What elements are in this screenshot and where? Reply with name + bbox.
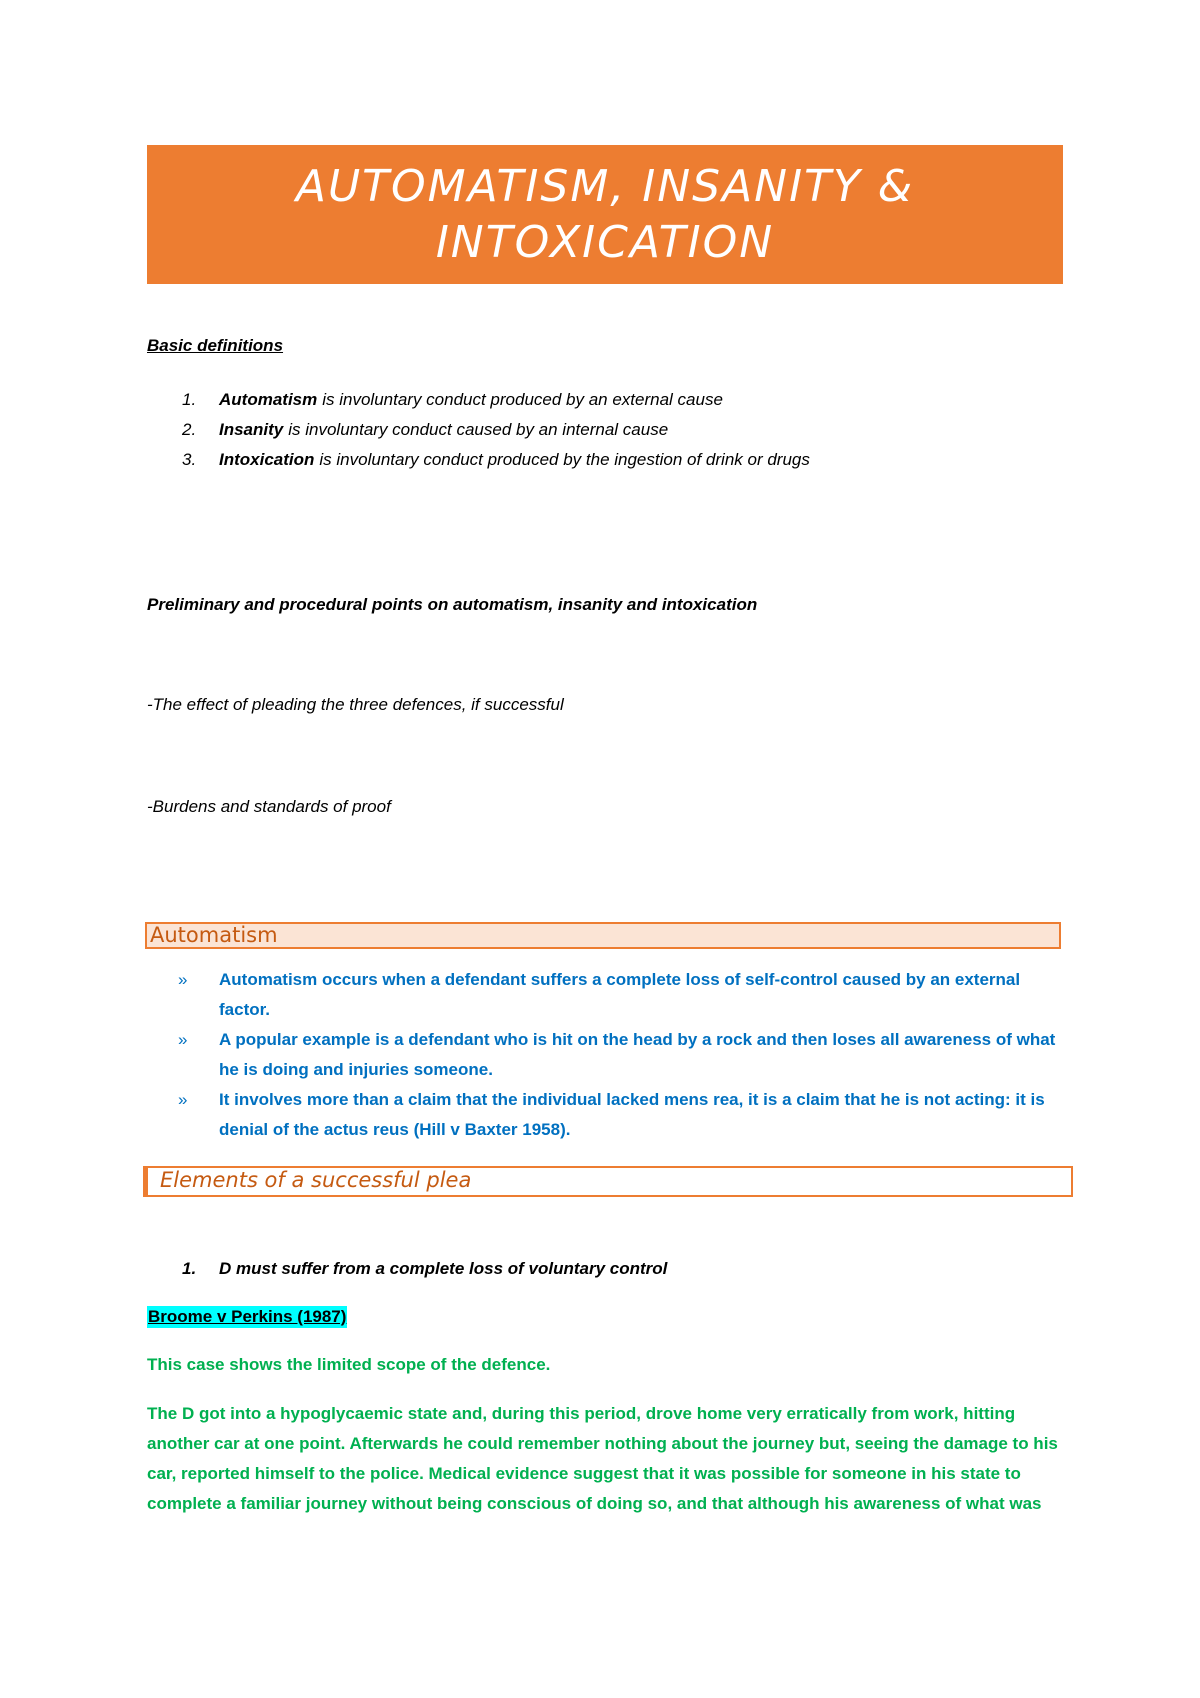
bullet-text: A popular example is a defendant who is hit on the head by a rock and then loses all awareness of what he is doing and injuries someone. (219, 1030, 1056, 1079)
element-text: D must suffer from a complete loss of voluntary control (219, 1259, 668, 1278)
bullet-item (147, 965, 1067, 1025)
automatism-bullets (147, 965, 1067, 1145)
preliminary-heading: Preliminary and procedural points on automatism, insanity and intoxication (147, 595, 758, 614)
definition-item (147, 415, 1067, 445)
automatism-heading: Automatism (150, 923, 278, 947)
title-line-1: AUTOMATISM, INSANITY & (295, 160, 915, 212)
case-paragraph: This case shows the limited scope of the defence. (147, 1355, 551, 1374)
chevron-bullet-icon: » (178, 1090, 188, 1109)
preliminary-point: -The effect of pleading the three defences, if successful (147, 695, 564, 714)
bullet-text: It involves more than a claim that the individual lacked mens rea, it is a claim that he is not acting: it is denial of the actus reus (Hill v Baxter 1958). (219, 1090, 1045, 1139)
chevron-bullet-icon: » (178, 970, 188, 989)
title-line-2: INTOXICATION (435, 216, 775, 268)
preliminary-point: -Burdens and standards of proof (147, 797, 391, 816)
definition-term: Automatism (219, 390, 318, 409)
definition-number: 3. (182, 450, 197, 469)
bullet-item (147, 1085, 1067, 1145)
definition-text: is involuntary conduct caused by an internal cause (288, 420, 669, 439)
bullet-text: Automatism occurs when a defendant suffers a complete loss of self-control caused by an external factor. (219, 970, 1021, 1019)
definition-item (147, 385, 1067, 415)
definition-text: is involuntary conduct produced by the ingestion of drink or drugs (319, 450, 810, 469)
definition-number: 1. (182, 390, 197, 409)
elements-heading: Elements of a successful plea (160, 1168, 472, 1192)
bullet-item (147, 1025, 1067, 1085)
automatism-heading-box (145, 922, 1061, 949)
case-paragraph: The D got into a hypoglycaemic state and, during this period, drove home very erratically from work, hitting another car at one point. Afterwards he could remember nothing about the journey but, seeing the damage to his car, reported himself to the police. Medical evidence suggest that it was possible for someone in his state to complete a familiar journey without being conscious of doing so, and that although his awareness of what was (147, 1404, 1058, 1513)
case-name: Broome v Perkins (1987) (148, 1307, 347, 1326)
definitions-list (147, 385, 1067, 475)
element-number: 1. (182, 1259, 197, 1278)
title-banner (147, 145, 1063, 284)
definition-text: is involuntary conduct produced by an external cause (322, 390, 723, 409)
chevron-bullet-icon: » (178, 1030, 188, 1049)
basic-definitions-heading: Basic definitions (147, 336, 284, 355)
definition-term: Intoxication (219, 450, 315, 469)
definition-number: 2. (182, 420, 197, 439)
elements-heading-box (143, 1166, 1073, 1197)
definition-term: Insanity (219, 420, 284, 439)
element-subheading (147, 1259, 667, 1279)
definition-item (147, 445, 1067, 475)
